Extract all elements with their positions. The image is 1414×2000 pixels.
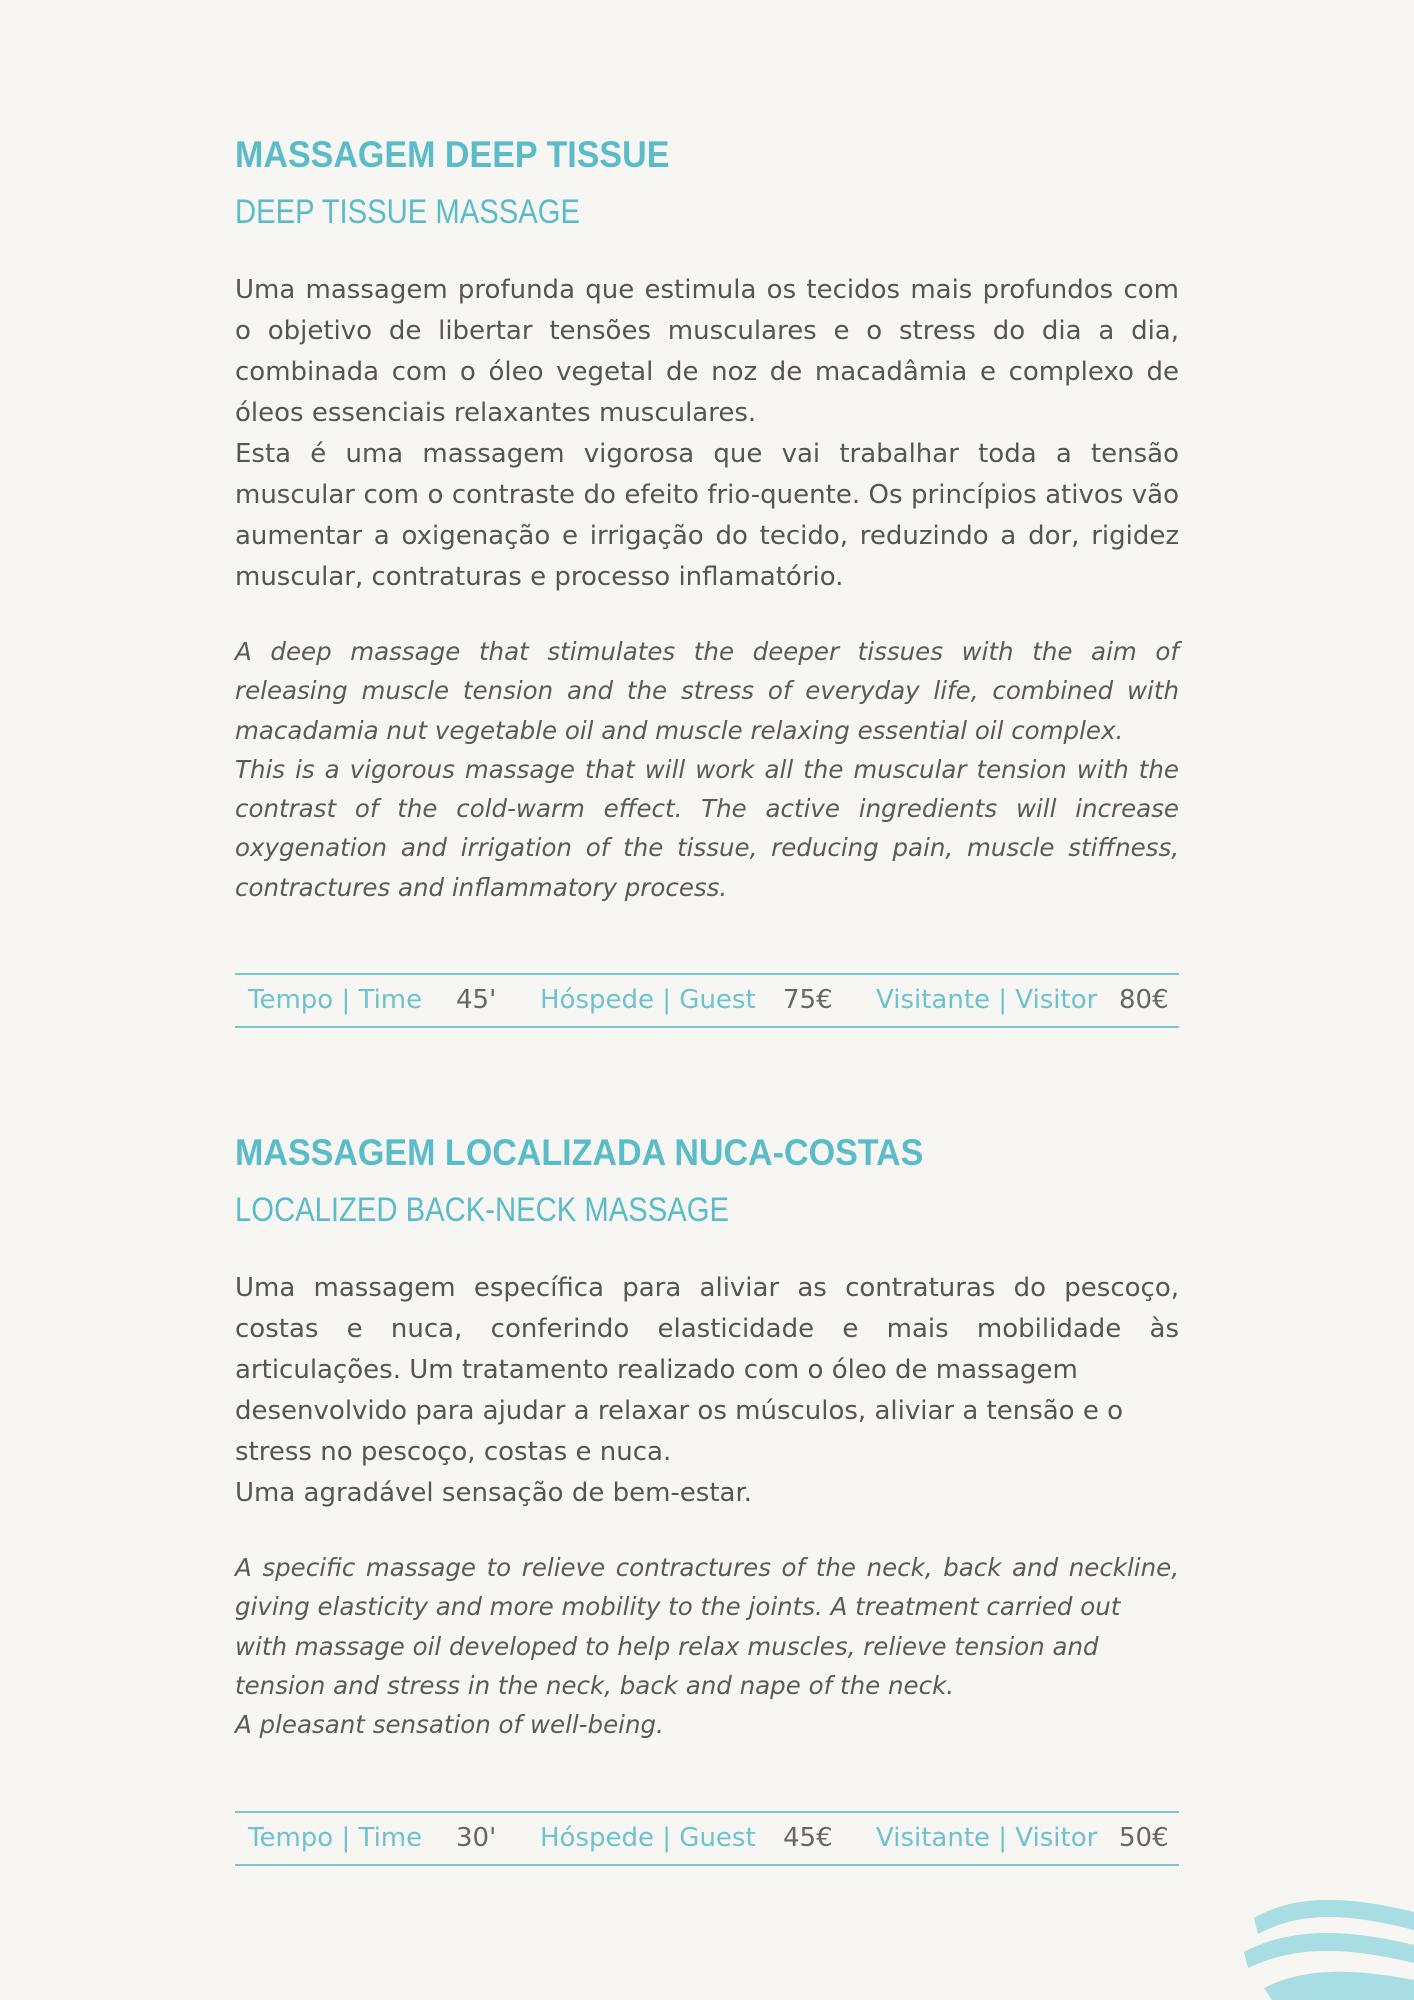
visitor-price: 50€ — [1119, 1823, 1169, 1853]
description-en-paragraph: A specific massage to relieve contractures of the neck, back and neckline, giving elasticity and more mobility to the joints. A treatment carried out — [235, 1553, 1179, 1622]
wave-icon — [1234, 1890, 1414, 2000]
description-pt-paragraph: Uma massagem profunda que estimula os tecidos mais profundos com o objetivo de libertar tensões musculares e o stress do dia a dia, combinada com o óleo vegetal de noz de macadâmia e complexo de óleos essenciais relaxantes musculares. — [235, 275, 1179, 428]
visitor-price: 80€ — [1119, 985, 1169, 1015]
description-pt-paragraph: Uma massagem específica para aliviar as contraturas do pescoço, costas e nuca, conferindo elasticidade e mais mobilidade às articulações. Um tratamento realizado com o óleo de massagem — [235, 1273, 1179, 1385]
guest-price: 45€ — [783, 1823, 833, 1853]
description-en-paragraph: This is a vigorous massage that will work all the muscular tension with the contrast of the cold-warm effect. The active ingredients will increase oxygenation and irrigation of the tissue, reducing pain, muscle stiffness, contractures and inflammatory process. — [235, 754, 1179, 902]
description-pt-paragraph: desenvolvido para ajudar a relaxar os músculos, aliviar a tensão e o — [235, 1396, 1124, 1426]
time-label: Tempo | Time — [248, 985, 423, 1015]
description-en-paragraph: tension and stress in the neck, back and nape of the neck. — [235, 1670, 955, 1700]
time-value: 30' — [456, 1823, 497, 1853]
price-row — [235, 1811, 1179, 1866]
time-label: Tempo | Time — [248, 1823, 423, 1853]
description-en-paragraph: A deep massage that stimulates the deeper tissues with the aim of releasing muscle tension and the stress of everyday life, combined with macadamia nut vegetable oil and muscle relaxing essential oil complex. — [235, 637, 1179, 745]
description-en — [235, 632, 1179, 907]
description-pt-paragraph: stress no pescoço, costas e nuca. — [235, 1437, 672, 1467]
description-en-paragraph: A pleasant sensation of well-being. — [235, 1710, 664, 1740]
guest-label: Hóspede | Guest — [540, 985, 756, 1015]
description-pt-paragraph: Esta é uma massagem vigorosa que vai trabalhar toda a tensão muscular com o contraste do efeito frio-quente. Os princípios ativos vão aumentar a oxigenação e irrigação do tecido, reduzindo a dor, rigidez muscular, contraturas e processo inflamatório. — [235, 439, 1179, 592]
guest-price: 75€ — [783, 985, 833, 1015]
treatment-title-en: LOCALIZED BACK-NECK MASSAGE — [235, 1191, 729, 1229]
price-row — [235, 973, 1179, 1028]
description-en-paragraph: with massage oil developed to help relax muscles, relieve tension and — [235, 1631, 1099, 1661]
treatment-deep-tissue — [235, 128, 1179, 907]
treatment-title-pt: MASSAGEM LOCALIZADA NUCA-COSTAS — [235, 1132, 924, 1173]
description-pt — [235, 270, 1179, 598]
treatment-title-pt: MASSAGEM DEEP TISSUE — [235, 134, 670, 175]
treatment-back-neck — [235, 1126, 1179, 1744]
description-pt — [235, 1268, 1179, 1514]
guest-label: Hóspede | Guest — [540, 1823, 756, 1853]
description-pt-paragraph: Uma agradável sensação de bem-estar. — [235, 1478, 753, 1508]
time-value: 45' — [456, 985, 497, 1015]
visitor-label: Visitante | Visitor — [876, 985, 1098, 1015]
description-en — [235, 1548, 1179, 1744]
visitor-label: Visitante | Visitor — [876, 1823, 1098, 1853]
treatment-title-en: DEEP TISSUE MASSAGE — [235, 193, 581, 231]
